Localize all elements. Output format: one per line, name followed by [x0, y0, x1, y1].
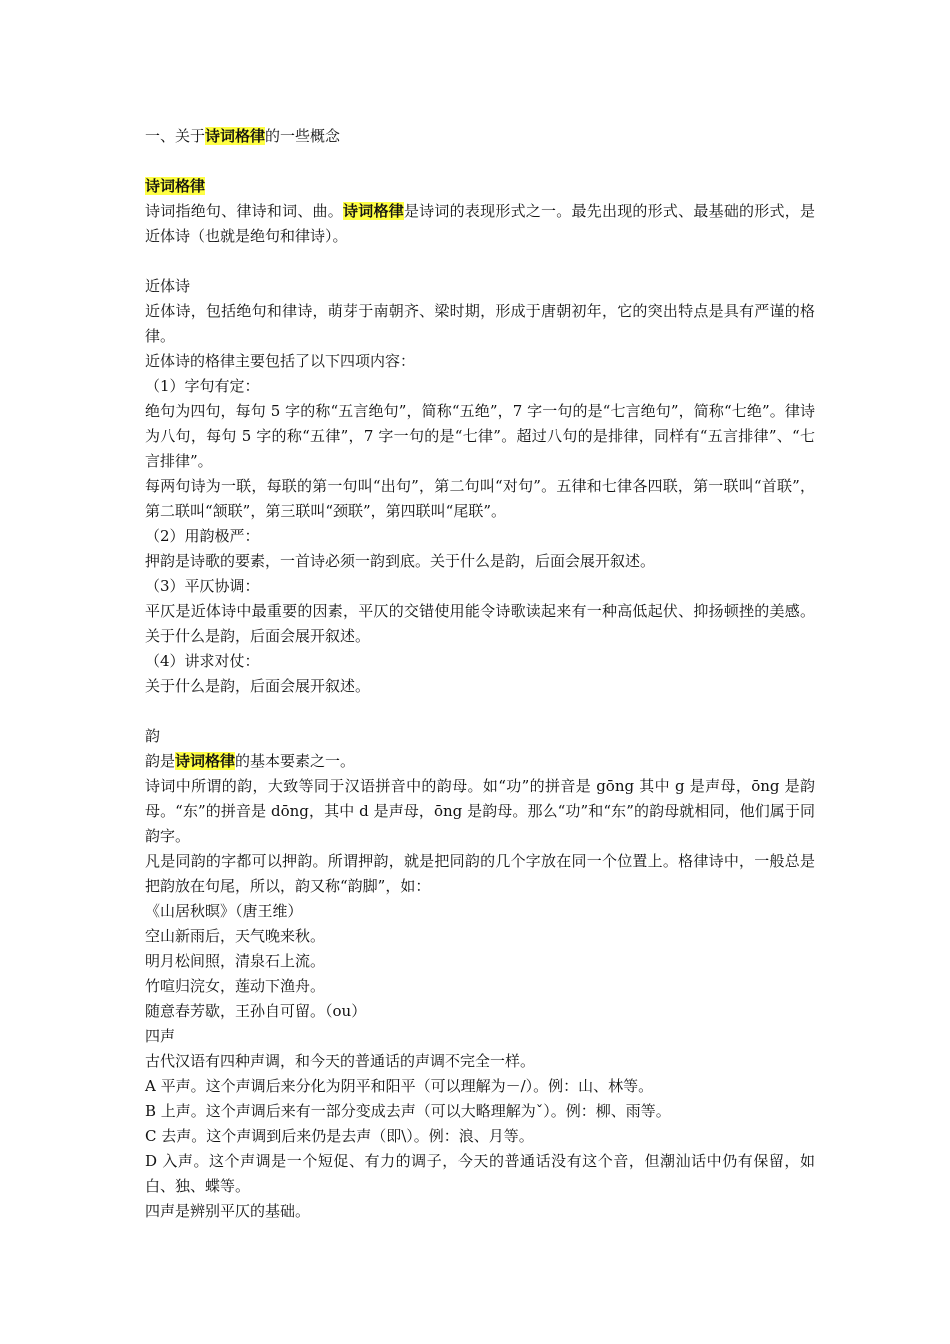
- jinti-item1-p1: 绝句为四句，每句 5 字的称“五言绝句”，简称“五绝”，7 字一句的是“七言绝句”，简称“七绝”。律诗为八句，每句 5 字的称“五律”，7 字一句的是“七律”。超过八句的是排律，同样有“五言排律”、“七言排律”。: [145, 402, 815, 470]
- sisheng-p1: 古代汉语有四种声调，和今天的普通话的声调不完全一样。: [145, 1052, 536, 1070]
- sisheng-end: 四声是辨别平仄的基础。: [145, 1202, 311, 1220]
- gelv-title-text: 诗词格律: [145, 177, 206, 195]
- yun-p1-a: 韵是: [145, 752, 176, 770]
- jinti-title: 近体诗: [145, 277, 191, 295]
- jinti-item3-p1: 平仄是近体诗中最重要的因素，平仄的交错使用能令诗歌读起来有一种高低起伏、抑扬顿挫的美感。关于什么是韵，后面会展开叙述。: [145, 602, 815, 645]
- blank-line: [145, 149, 815, 174]
- document-page: [145, 124, 815, 1224]
- yun-p1: [145, 749, 815, 774]
- jinti-p1: 近体诗，包括绝句和律诗，萌芽于南朝齐、梁时期，形成于唐朝初年，它的突出特点是具有严谨的格律。: [145, 302, 815, 345]
- sisheng-d: D 入声。这个声调是一个短促、有力的调子，今天的普通话没有这个音，但潮汕话中仍有保留，如白、独、蝶等。: [145, 1152, 815, 1195]
- gelv-title: [145, 174, 815, 199]
- gelv-paragraph: [145, 199, 815, 249]
- sisheng-b: B 上声。这个声调后来有一部分变成去声（可以大略理解为ˇ）。例：柳、雨等。: [145, 1102, 671, 1120]
- poem-line: 竹喧归浣女，莲动下渔舟。: [145, 977, 326, 995]
- section-heading-highlight: 诗词格律: [205, 127, 266, 145]
- yun-title: 韵: [145, 727, 161, 745]
- sisheng-a: A 平声。这个声调后来分化为阴平和阳平（可以理解为－/）。例：山、林等。: [145, 1077, 654, 1095]
- poem-line: 随意春芳歇，王孙自可留。（ou）: [145, 1002, 367, 1020]
- yun-p1-highlight: 诗词格律: [175, 752, 236, 770]
- jinti-item1-title: （1）字句有定：: [145, 377, 260, 395]
- jinti-item4-title: （4）讲求对仗：: [145, 652, 260, 670]
- gelv-p1-highlight: 诗词格律: [343, 202, 404, 220]
- sisheng-title: 四声: [145, 1027, 176, 1045]
- poem-line: 明月松间照，清泉石上流。: [145, 952, 326, 970]
- poem-line: 空山新雨后，天气晚来秋。: [145, 927, 326, 945]
- yun-p1-b: 的基本要素之一。: [235, 752, 356, 770]
- gelv-p1-b: 是诗词的表现形式之一。最先出现的形式、最基础的形式，是近体诗（也就是绝句和律诗）。: [145, 202, 815, 245]
- blank-line: [145, 699, 815, 724]
- jinti-item2-p1: 押韵是诗歌的要素，一首诗必须一韵到底。关于什么是韵，后面会展开叙述。: [145, 552, 656, 570]
- gelv-p1-a: 诗词指绝句、律诗和词、曲。: [145, 202, 344, 220]
- section-heading-suffix: 的一些概念: [265, 127, 341, 145]
- section-heading-prefix: 一、关于: [145, 127, 206, 145]
- yun-p3: 凡是同韵的字都可以押韵。所谓押韵，就是把同韵的几个字放在同一个位置上。格律诗中，一般总是把韵放在句尾，所以，韵又称“韵脚”，如：: [145, 852, 815, 895]
- jinti-item4-p1: 关于什么是韵，后面会展开叙述。: [145, 677, 371, 695]
- section-heading: [145, 124, 815, 149]
- sisheng-c: C 去声。这个声调到后来仍是去声（即\）。例：浪、月等。: [145, 1127, 534, 1145]
- jinti-p2: 近体诗的格律主要包括了以下四项内容：: [145, 352, 416, 370]
- blank-line: [145, 249, 815, 274]
- yun-p2: 诗词中所谓的韵，大致等同于汉语拼音中的韵母。如“功”的拼音是 gōng 其中 g 是声母，ōng 是韵母。“东”的拼音是 dōng，其中 d 是声母，ōng 是韵母。那么“功”和“东”的韵母就相同，他们属于同韵字。: [145, 777, 815, 845]
- poem-title: 《山居秋暝》（唐王维）: [145, 902, 303, 920]
- jinti-item3-title: （3）平仄协调：: [145, 577, 260, 595]
- jinti-item1-p2: 每两句诗为一联，每联的第一句叫“出句”，第二句叫“对句”。五律和七律各四联，第一联叫“首联”，第二联叫“颔联”，第三联叫“颈联”，第四联叫“尾联”。: [145, 477, 815, 520]
- jinti-item2-title: （2）用韵极严：: [145, 527, 260, 545]
